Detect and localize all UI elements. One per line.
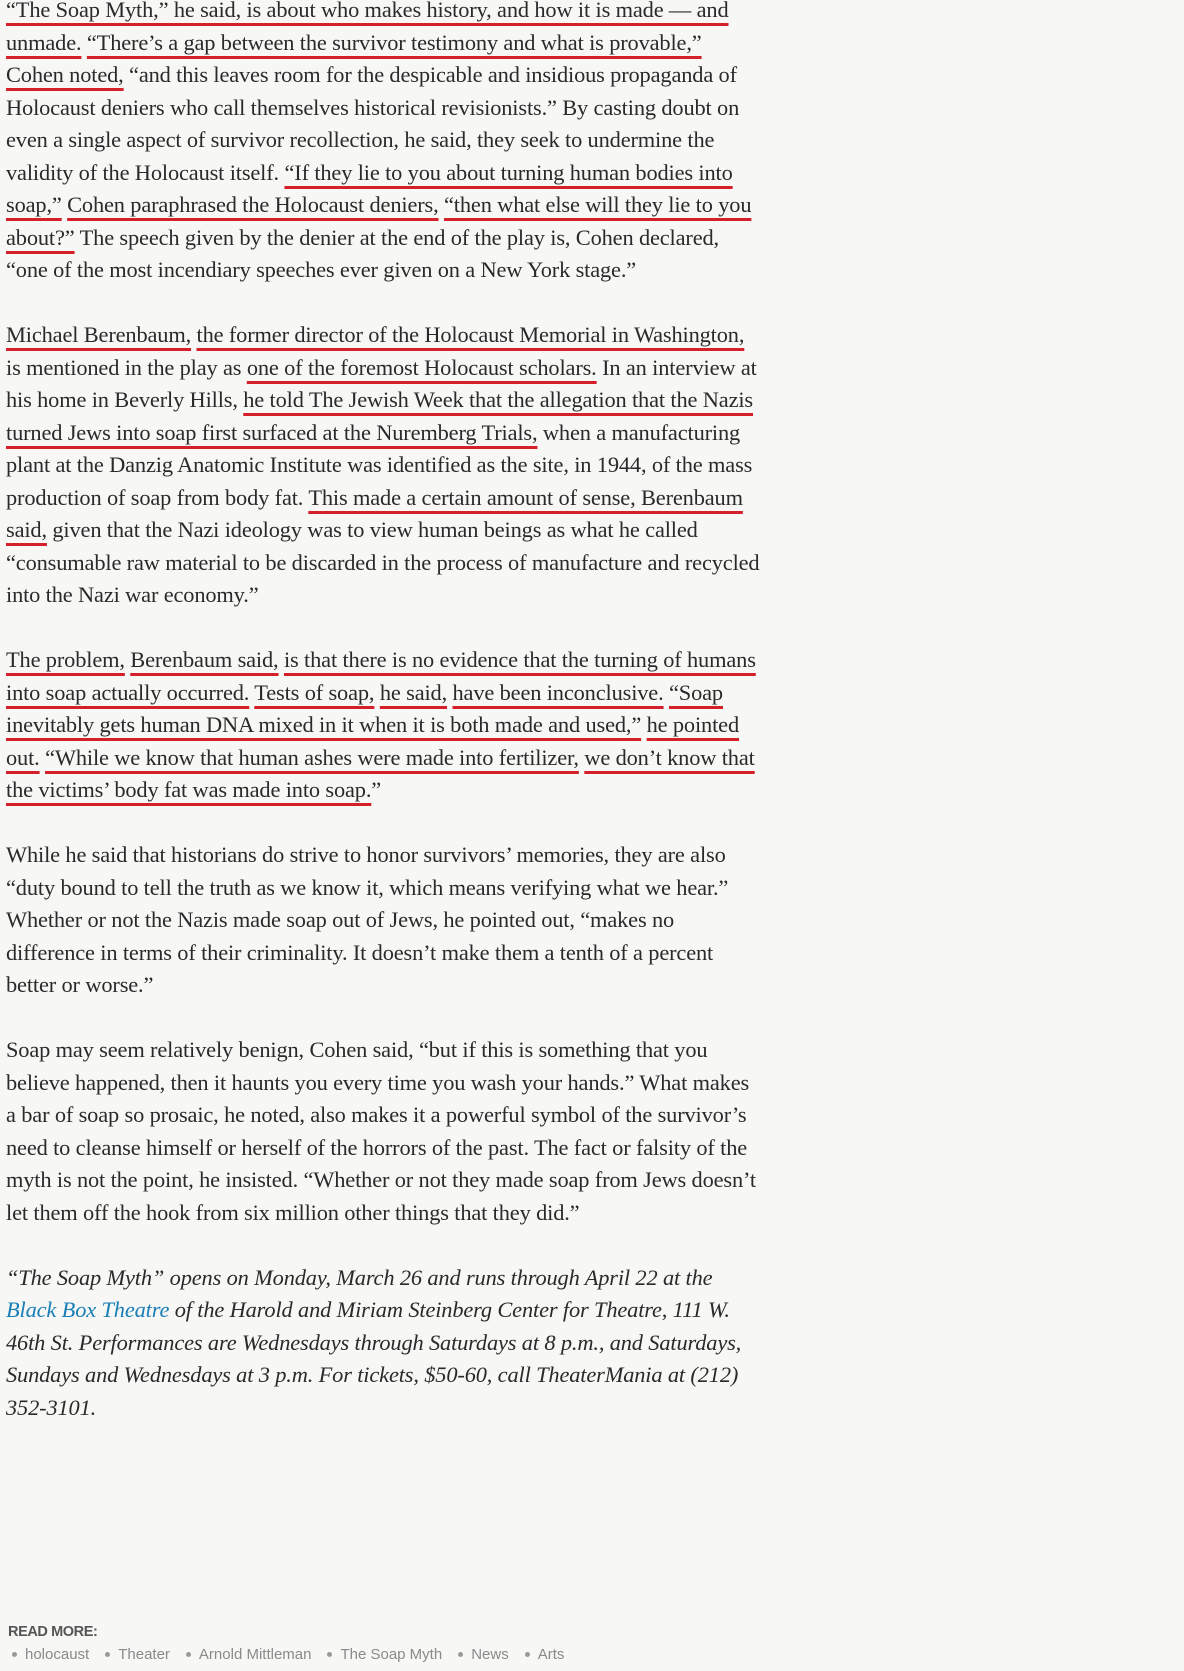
annotated-text: Cohen noted, bbox=[6, 62, 124, 87]
bullet-icon bbox=[105, 1652, 110, 1657]
annotated-text: “then what else will they lie to you about?” bbox=[6, 192, 752, 250]
article-body bbox=[6, 0, 762, 1457]
tag-arts[interactable]: Arts bbox=[521, 1646, 565, 1663]
annotated-text: one of the foremost Holocaust scholars. bbox=[246, 354, 597, 380]
paragraph-show-info: “The Soap Myth” opens on Monday, March 26 and runs through April 22 at the Black Box Theatre of the Harold and Miriam Steinberg Center for Theatre, 111 W. 46th St. Performances are Wednesdays through Saturdays at 8 p.m., and Saturdays, Sundays and Wednesdays at 3 p.m. For tickets, $50-60, call TheaterMania at (212) 352-3101. bbox=[6, 1264, 742, 1420]
annotated-text: is that there is no evidence that the turning of humans into soap actually occurred. bbox=[6, 647, 756, 705]
annotated-text: “There’s a gap between the survivor testimony and what is provable,” bbox=[86, 29, 702, 55]
annotated-text: have been inconclusive. bbox=[452, 679, 664, 705]
annotated-text: The problem, bbox=[6, 647, 125, 672]
tag-arnold-mittleman[interactable]: Arnold Mittleman bbox=[182, 1646, 312, 1663]
tag-news[interactable]: News bbox=[454, 1646, 509, 1663]
paragraph-the-problem: The problem, Berenbaum said, is that there is no evidence that the turning of humans into soap actually occurred. Tests of soap, he said, have been inconclusive. “Soap inevitably gets human DNA mixed in it when it is both made and used,” he pointed out. “While we know that human ashes were made into fertilizer, we don’t know that the victims’ body fat was made into soap.” bbox=[6, 647, 756, 802]
annotated-text: Tests of soap, bbox=[254, 679, 375, 705]
annotated-text: he pointed out. bbox=[6, 712, 740, 770]
annotated-text: “Soap inevitably gets human DNA mixed in it when it is both made and used,” bbox=[6, 679, 723, 737]
read-more-label: READ MORE: bbox=[8, 1624, 98, 1640]
annotated-text: “The Soap Myth,” he said, is about who makes history, and how it is made — and unmade. bbox=[6, 0, 729, 55]
black-box-theatre-link[interactable]: Black Box Theatre bbox=[6, 1297, 170, 1322]
bullet-icon bbox=[525, 1652, 530, 1657]
tag-list bbox=[8, 1646, 576, 1663]
annotated-text: we don’t know that the victims’ body fat was made into soap. bbox=[6, 744, 755, 802]
paragraph-soap-benign: Soap may seem relatively benign, Cohen said, “but if this is something that you believe happened, then it haunts you every time you wash your hands.” What makes a bar of soap so prosaic, he noted, also makes it a powerful symbol of the survivor’s need to cleanse himself or herself of the horrors of the past. The fact or falsity of the myth is not the point, he insisted. “Whether or not they made soap from Jews doesn’t let them off the hook from six million other things that they did.” bbox=[6, 1037, 756, 1225]
bullet-icon bbox=[12, 1652, 17, 1657]
tag-holocaust[interactable]: holocaust bbox=[8, 1646, 89, 1663]
annotated-text: “If they lie to you about turning human bodies into soap,” bbox=[6, 159, 733, 217]
annotated-text: Michael Berenbaum, bbox=[6, 322, 192, 347]
tag-theater[interactable]: Theater bbox=[101, 1646, 170, 1663]
bullet-icon bbox=[186, 1652, 191, 1657]
annotated-text: “While we know that human ashes were made into fertilizer, bbox=[45, 744, 579, 770]
read-more-section bbox=[8, 1624, 576, 1663]
tag-the-soap-myth[interactable]: The Soap Myth bbox=[323, 1646, 442, 1663]
paragraph-soap-myth-history: “The Soap Myth,” he said, is about who makes history, and how it is made — and unmade. “There’s a gap between the survivor testimony and what is provable,” Cohen noted, “and this leaves room for the despicable and insidious propaganda of Holocaust deniers who call themselves historical revisionists.” By casting doubt on even a single aspect of survivor recollection, he said, they seek to undermine the validity of the Holocaust itself. “If they lie to you about turning human bodies into soap,” Cohen paraphrased the Holocaust deniers, “then what else will they lie to you about?” The speech given by the denier at the end of the play is, Cohen declared, “one of the most incendiary speeches ever given on a New York stage.” bbox=[6, 0, 762, 287]
paragraph-berenbaum-intro: Michael Berenbaum, the former director of the Holocaust Memorial in Washington, is mentioned in the play as one of the foremost Holocaust scholars. In an interview at his home in Beverly Hills, he told The Jewish Week that the allegation that the Nazis turned Jews into soap first surfaced at the Nuremberg Trials, when a manufacturing plant at the Danzig Anatomic Institute was identified as the site, in 1944, of the mass production of soap from body fat. This made a certain amount of sense, Berenbaum said, given that the Nazi ideology was to view human beings as what he called “consumable raw material to be discarded in the process of manufacture and recycled into the Nazi war economy.” bbox=[6, 322, 760, 607]
annotated-text: This made a certain amount of sense, Berenbaum said, bbox=[6, 484, 743, 542]
annotated-text: he told The Jewish Week that the allegation that the Nazis turned Jews into soap first surfaced at the Nuremberg Trials, bbox=[6, 387, 753, 445]
annotated-text: Berenbaum said, bbox=[130, 647, 279, 672]
bullet-icon bbox=[327, 1652, 332, 1657]
paragraph-historians-duty: While he said that historians do strive to honor survivors’ memories, they are also “duty bound to tell the truth as we know it, which means verifying what we hear.” Whether or not the Nazis made soap out of Jews, he pointed out, “makes no difference in terms of their criminality. It doesn’t make them a tenth of a percent better or worse.” bbox=[6, 842, 729, 997]
bullet-icon bbox=[458, 1652, 463, 1657]
annotated-text: Cohen paraphrased the Holocaust deniers, bbox=[67, 192, 439, 217]
annotated-text: the former director of the Holocaust Memorial in Washington, bbox=[196, 322, 745, 347]
annotated-text: he said, bbox=[379, 679, 448, 705]
